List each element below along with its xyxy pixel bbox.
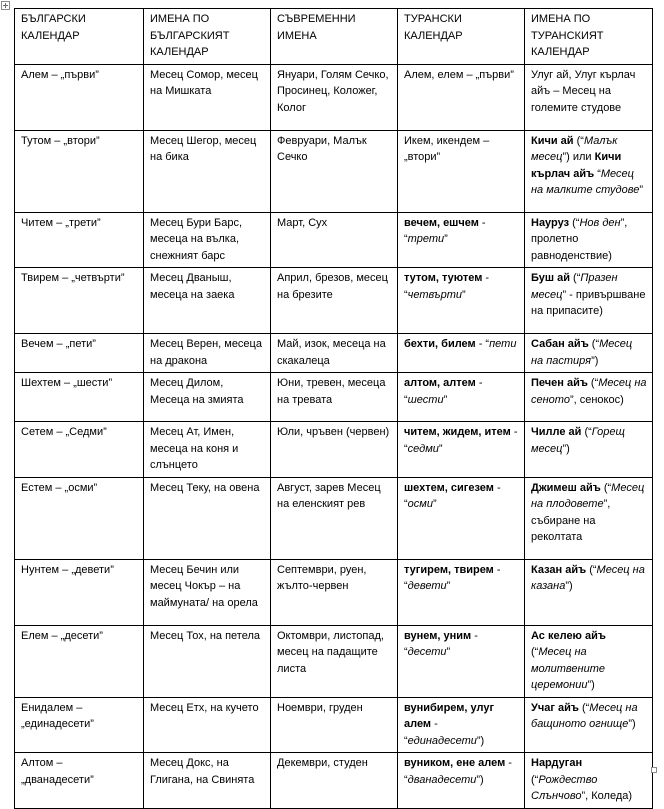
turanian-month-cell-segment: вуником, ене алем xyxy=(404,757,506,769)
bulgarian-month-cell[interactable]: Естем – „осми” xyxy=(15,477,144,559)
turanian-month-cell-segment: ” xyxy=(443,393,448,406)
table-row xyxy=(15,64,653,130)
table-row xyxy=(15,625,653,697)
turanian-names-cell[interactable] xyxy=(525,559,653,625)
turanian-month-cell-segment: - “ xyxy=(404,563,501,592)
turanian-names-cell[interactable] xyxy=(525,268,653,334)
turanian-names-cell[interactable] xyxy=(525,373,653,422)
bulgarian-month-cell[interactable]: Алем – „първи” xyxy=(15,64,144,130)
turanian-month-cell-segment: - “ xyxy=(404,629,478,658)
turanian-month-cell-segment: тутом, туютем xyxy=(404,272,483,284)
turanian-month-cell-segment: ”) xyxy=(476,773,484,786)
table-row xyxy=(15,422,653,478)
table-resize-handle[interactable] xyxy=(651,767,657,773)
turanian-month-cell-segment: дванадесети xyxy=(407,773,477,786)
modern-names-cell[interactable]: Февруари, Малък Сечко xyxy=(271,130,398,212)
turanian-names-cell[interactable] xyxy=(525,477,653,559)
bulgarian-names-cell[interactable]: Месец Верен, месеца на дракона xyxy=(144,334,271,373)
turanian-names-cell-segment: ”, сенокос) xyxy=(569,393,624,406)
turanian-names-cell[interactable] xyxy=(525,753,653,809)
turanian-month-cell-segment: Икем, икендем – „втори” xyxy=(404,134,490,163)
modern-names-cell[interactable]: Март, Сух xyxy=(271,212,398,268)
bulgarian-names-cell[interactable]: Месец Теку, на овена xyxy=(144,477,271,559)
turanian-month-cell-segment: седми xyxy=(407,442,439,455)
turanian-names-cell-segment: ”, Коледа) xyxy=(581,790,633,802)
turanian-names-cell-segment: Месец на казана xyxy=(531,563,645,592)
turanian-month-cell-segment: шести xyxy=(407,393,444,406)
turanian-month-cell[interactable] xyxy=(398,212,525,268)
turanian-month-cell-segment: ”) xyxy=(476,734,485,747)
turanian-names-cell[interactable] xyxy=(525,130,653,212)
turanian-month-cell-segment: трети xyxy=(407,233,445,245)
turanian-names-cell[interactable] xyxy=(525,64,653,130)
turanian-names-cell-segment: (“ xyxy=(587,377,599,389)
turanian-month-cell[interactable] xyxy=(398,373,525,422)
bulgarian-month-cell[interactable]: Шехтем – „шести” xyxy=(15,373,144,422)
turanian-names-cell-segment: ”) xyxy=(628,718,636,730)
bulgarian-month-cell[interactable]: Тутом – „втори” xyxy=(15,130,144,212)
turanian-month-cell-segment: девети xyxy=(407,580,447,592)
turanian-month-cell-segment: тугирем, твирем xyxy=(404,563,494,576)
turanian-names-cell-segment: Нов ден xyxy=(579,216,621,229)
modern-names-cell[interactable]: Ноември, груден xyxy=(271,697,398,753)
turanian-month-cell-segment: четвърти xyxy=(407,288,463,301)
turanian-month-cell[interactable] xyxy=(398,422,525,478)
modern-names-cell[interactable]: Септември, руен, жълто-червен xyxy=(271,559,398,625)
modern-names-cell[interactable]: Декември, студен xyxy=(271,753,398,809)
modern-names-cell[interactable]: Януари, Голям Сечко, Просинец, Коложег, Колог xyxy=(271,64,398,130)
bulgarian-month-cell[interactable]: Вечем – „пети” xyxy=(15,334,144,373)
modern-names-cell[interactable]: Август, зарев Месец на еленският рев xyxy=(271,477,398,559)
header-bulgarian-names[interactable]: ИМЕНА ПО БЪЛГАРСКИЯТ КАЛЕНДАР xyxy=(144,9,271,65)
bulgarian-month-cell[interactable]: Твирем – „четвърти” xyxy=(15,268,144,334)
turanian-names-cell-segment: ”, пролетно равноденствие) xyxy=(531,216,628,262)
bulgarian-month-cell[interactable]: Нунтем – „девети” xyxy=(15,559,144,625)
table-body xyxy=(15,64,653,808)
calendar-table xyxy=(14,8,653,809)
turanian-names-cell-segment: ”) xyxy=(562,442,570,455)
turanian-names-cell-segment: Месец на пастиря xyxy=(531,338,633,367)
turanian-names-cell[interactable] xyxy=(525,422,653,478)
turanian-month-cell-segment: бехти, билем xyxy=(404,338,476,350)
turanian-names-cell[interactable] xyxy=(525,334,653,373)
turanian-names-cell-segment: Празен месец xyxy=(531,272,618,301)
bulgarian-month-cell[interactable]: Алтом – „дванадесети” xyxy=(15,753,144,809)
header-turanian-names[interactable]: ИМЕНА ПО ТУРАНСКИЯТ КАЛЕНДАР xyxy=(525,9,653,65)
turanian-names-cell-segment: Кичи кърлач айъ xyxy=(531,151,622,180)
turanian-names-cell-segment: (“ xyxy=(578,701,590,714)
turanian-names-cell-segment: (“ xyxy=(573,134,584,147)
table-row xyxy=(15,373,653,422)
turanian-month-cell-segment: - “ xyxy=(404,272,490,301)
bulgarian-month-cell[interactable]: Енидалем – „единадесети” xyxy=(15,697,144,753)
modern-names-cell[interactable]: Април, брезов, месец на брезите xyxy=(271,268,398,334)
turanian-month-cell-segment: единадесети xyxy=(407,734,477,747)
table-row xyxy=(15,334,653,373)
modern-names-cell[interactable]: Октомври, листопад, месец на падащите листа xyxy=(271,625,398,697)
turanian-names-cell-segment: (“ xyxy=(600,481,612,494)
turanian-month-cell-segment: ” xyxy=(446,580,451,592)
turanian-month-cell-segment: вунем, уним xyxy=(404,629,472,642)
turanian-names-cell-segment: Казан айъ xyxy=(531,563,587,576)
bulgarian-names-cell[interactable]: Месец Шегор, месец на бика xyxy=(144,130,271,212)
turanian-names-cell-segment: (“ xyxy=(531,773,539,786)
table-row xyxy=(15,212,653,268)
turanian-names-cell-segment: Рождество Слънчово xyxy=(531,773,598,802)
table-row xyxy=(15,697,653,753)
turanian-names-cell-segment: ”, събиране на реколтата xyxy=(531,498,611,543)
turanian-names-cell-segment: Месец на плодовете xyxy=(531,481,645,510)
bulgarian-names-cell[interactable]: Месец Сомор, месец на Мишката xyxy=(144,64,271,130)
turanian-names-cell-segment: (“ xyxy=(588,338,600,350)
turanian-names-cell-segment: Горещ месец xyxy=(531,426,625,455)
turanian-names-cell-segment: Учаг айъ xyxy=(531,701,579,714)
bulgarian-month-cell[interactable]: Читем – „трети” xyxy=(15,212,144,268)
turanian-names-cell-segment: Ас келею айъ xyxy=(531,629,606,642)
bulgarian-names-cell[interactable]: Месец Дилом, Месеца на змията xyxy=(144,373,271,422)
header-turanian-calendar[interactable]: ТУРАНСКИ КАЛЕНДАР xyxy=(398,9,525,65)
turanian-names-cell-segment: ” - привършване на припасите) xyxy=(531,288,646,317)
bulgarian-month-cell[interactable]: Сетем – „Седми” xyxy=(15,422,144,478)
table-header-row xyxy=(15,9,653,65)
header-bulgarian-calendar[interactable]: БЪЛГАРСКИ КАЛЕНДАР xyxy=(15,9,144,65)
turanian-names-cell-segment: (“ xyxy=(531,646,539,658)
bulgarian-names-cell[interactable]: Месец Дваныш, месеца на заека xyxy=(144,268,271,334)
turanian-month-cell-segment: десети xyxy=(407,646,447,658)
modern-names-cell[interactable]: Май, изок, месеца на скакалеца xyxy=(271,334,398,373)
turanian-month-cell[interactable] xyxy=(398,697,525,753)
turanian-names-cell-segment: Науруз xyxy=(531,216,570,229)
bulgarian-names-cell[interactable]: Месец Ат, Имен, месеца на коня и слънцето xyxy=(144,422,271,478)
table-move-handle[interactable] xyxy=(1,1,10,10)
turanian-names-cell-segment: Джимеш айъ xyxy=(531,481,601,494)
turanian-month-cell[interactable] xyxy=(398,64,525,130)
turanian-month-cell-segment: алтом, алтем xyxy=(404,377,476,389)
turanian-month-cell[interactable] xyxy=(398,625,525,697)
turanian-names-cell-segment: Сабан айъ xyxy=(531,338,589,350)
table-row xyxy=(15,130,653,212)
turanian-names-cell-segment: “ xyxy=(594,167,601,180)
bulgarian-names-cell[interactable]: Месец Етх, на кучето xyxy=(144,697,271,753)
turanian-month-cell-segment: ” xyxy=(444,233,448,245)
bulgarian-names-cell[interactable]: Месец Докс, на Глигана, на Свинята xyxy=(144,753,271,809)
turanian-names-cell-segment: Буш ай xyxy=(531,272,570,284)
turanian-month-cell-segment: Алем, елем – „първи” xyxy=(404,68,514,81)
turanian-names-cell-segment: ”) xyxy=(587,679,595,691)
turanian-month-cell-segment: пети xyxy=(489,338,517,350)
turanian-names-cell-segment: Чилле ай xyxy=(531,426,582,438)
turanian-month-cell-segment: вечем, ешчем xyxy=(404,216,479,229)
turanian-names-cell-segment: (“ xyxy=(569,216,580,229)
turanian-names-cell-segment: Месец на молитвените церемонии xyxy=(531,646,605,691)
turanian-names-cell-segment: Месец на малките студове xyxy=(531,167,640,196)
turanian-month-cell-segment: - “ xyxy=(404,377,483,406)
turanian-names-cell[interactable] xyxy=(525,625,653,697)
turanian-month-cell[interactable] xyxy=(398,753,525,809)
turanian-month-cell-segment: - “ xyxy=(404,216,486,245)
turanian-month-cell-segment: ” xyxy=(462,288,466,301)
turanian-month-cell-segment: - “ xyxy=(404,426,518,455)
turanian-names-cell-segment: Месец на сеното xyxy=(531,377,647,406)
turanian-names-cell-segment: (“ xyxy=(581,426,592,438)
turanian-names-cell-segment: ”) или xyxy=(562,151,595,163)
table-row xyxy=(15,559,653,625)
turanian-names-cell-segment: (“ xyxy=(586,563,597,576)
turanian-names-cell-segment: Месец на бащиното огнище xyxy=(531,701,638,730)
turanian-month-cell-segment: - “ xyxy=(475,338,490,350)
turanian-names-cell-segment: ” xyxy=(639,184,644,196)
table-row xyxy=(15,477,653,559)
turanian-month-cell-segment: - “ xyxy=(404,481,501,510)
turanian-month-cell-segment: ” xyxy=(438,442,443,455)
header-modern-names[interactable]: СЪВРЕМЕННИ ИМЕНА xyxy=(271,9,398,65)
turanian-names-cell-segment: Кичи ай xyxy=(531,134,574,147)
turanian-names-cell[interactable] xyxy=(525,697,653,753)
turanian-names-cell-segment: ”) xyxy=(591,354,599,367)
table-row xyxy=(15,753,653,809)
turanian-month-cell[interactable] xyxy=(398,559,525,625)
turanian-month-cell-segment: ” xyxy=(432,498,437,510)
turanian-month-cell-segment: вунибирем, улуг алем xyxy=(404,701,495,730)
bulgarian-names-cell[interactable]: Месец Бечин или месец Чокър – на маймуната/ на орела xyxy=(144,559,271,625)
turanian-names-cell-segment: Печен айъ xyxy=(531,377,588,389)
turanian-month-cell-segment: ” xyxy=(446,646,451,658)
bulgarian-names-cell[interactable]: Месец Тох, на петела xyxy=(144,625,271,697)
table-row xyxy=(15,268,653,334)
turanian-names-cell-segment: ”) xyxy=(565,580,573,592)
turanian-names-cell-segment: Нардуган xyxy=(531,757,583,769)
bulgarian-month-cell[interactable]: Елем – „десети” xyxy=(15,625,144,697)
turanian-names-cell-segment: Малък месец xyxy=(531,134,618,163)
turanian-month-cell[interactable] xyxy=(398,130,525,212)
bulgarian-names-cell[interactable]: Месец Бури Барс, месеца на вълка, снежният барс xyxy=(144,212,271,268)
turanian-month-cell[interactable] xyxy=(398,477,525,559)
modern-names-cell[interactable]: Юни, тревен, месеца на тревата xyxy=(271,373,398,422)
turanian-month-cell-segment: читем, жидем, итем xyxy=(404,426,511,438)
turanian-names-cell-segment: Улуг ай, Улуг кърлач айъ – Месец на големите студове xyxy=(531,68,636,114)
modern-names-cell[interactable]: Юли, чръвен (червен) xyxy=(271,422,398,478)
turanian-names-cell[interactable] xyxy=(525,212,653,268)
turanian-month-cell[interactable] xyxy=(398,268,525,334)
turanian-month-cell-segment: - “ xyxy=(404,718,438,747)
turanian-names-cell-segment: (“ xyxy=(569,272,581,284)
turanian-month-cell-segment: шехтем, сигезем xyxy=(404,481,494,494)
turanian-month-cell-segment: - “ xyxy=(404,757,512,786)
turanian-month-cell[interactable] xyxy=(398,334,525,373)
turanian-month-cell-segment: осми xyxy=(407,498,433,510)
